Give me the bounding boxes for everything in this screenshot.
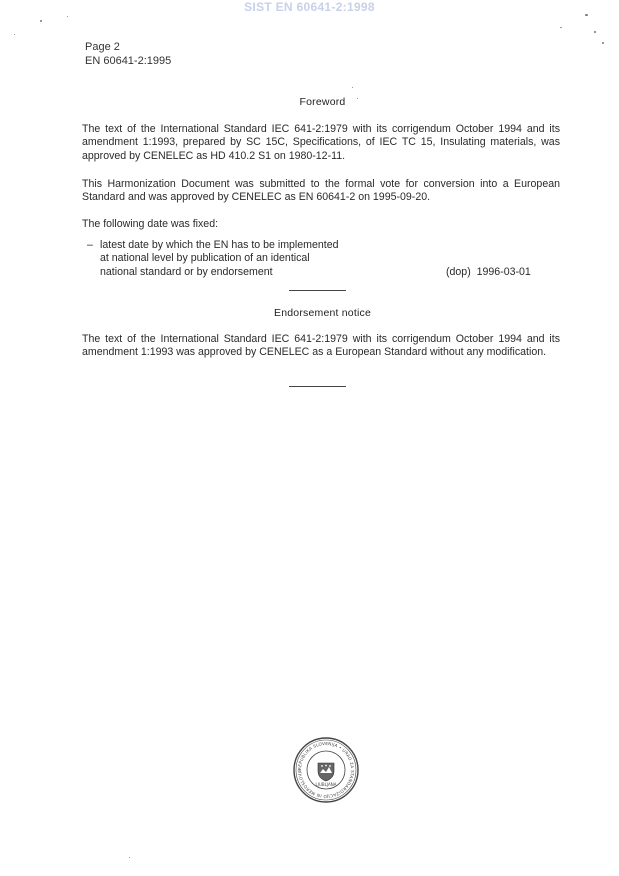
watermark: SIST EN 60641-2:1998 bbox=[244, 0, 375, 14]
scan-speck bbox=[594, 31, 596, 33]
section-divider bbox=[289, 290, 346, 291]
foreword-paragraph-3: The following date was fixed: bbox=[82, 218, 219, 230]
seal-inner-text: LJUBLJANA bbox=[315, 782, 337, 787]
scan-speck bbox=[357, 98, 358, 99]
page-header bbox=[85, 40, 171, 68]
scan-speck bbox=[67, 16, 68, 17]
date-list-item bbox=[87, 239, 387, 279]
seal-icon bbox=[292, 736, 360, 804]
foreword-paragraph-2: This Harmonization Document was submitted to the formal vote for conversion into a European Standard and was approved by CENELEC as EN 60641-2 on 1995-09-20. bbox=[82, 178, 560, 204]
dop-label: (dop) bbox=[446, 266, 471, 278]
endorsement-title: Endorsement notice bbox=[274, 307, 371, 319]
official-seal bbox=[292, 736, 360, 804]
scan-speck bbox=[40, 20, 42, 22]
scan-speck bbox=[585, 14, 588, 16]
foreword-title: Foreword bbox=[299, 96, 346, 108]
scan-speck bbox=[602, 42, 604, 44]
document-id: EN 60641-2:1995 bbox=[85, 55, 172, 67]
dop-date: 1996-03-01 bbox=[476, 266, 531, 278]
list-dash: – bbox=[87, 239, 93, 251]
seal-outer-text: REPUBLIKA SLOVENIJA • URAD ZA STANDARDIZACIJO IN MEROSLOVJE bbox=[296, 740, 356, 800]
dop-entry bbox=[446, 266, 556, 279]
endorsement-paragraph: The text of the International Standard IEC 641-2:1979 with its corrigendum October 1994 and its amendment 1:1993 was approved by CENELEC as a European Standard without any modification. bbox=[82, 333, 560, 359]
end-divider bbox=[289, 386, 346, 387]
list-line-3: national standard or by endorsement bbox=[100, 265, 273, 278]
scan-speck bbox=[14, 34, 15, 35]
foreword-paragraph-1: The text of the International Standard IEC 641-2:1979 with its corrigendum October 1994 and its amendment 1:1993, prepared by SC 15C, Specifications, of IEC TC 15, Insulating materials, was approved by CENELEC as HD 410.2 S1 on 1980-12-11. bbox=[82, 123, 560, 162]
scan-speck bbox=[560, 27, 562, 28]
list-line-1: latest date by which the EN has to be implemented bbox=[100, 239, 339, 251]
list-line-2: at national level by publication of an identical bbox=[100, 252, 310, 265]
scan-speck bbox=[352, 87, 353, 88]
scan-speck bbox=[129, 857, 130, 858]
page-number: Page 2 bbox=[85, 41, 120, 53]
